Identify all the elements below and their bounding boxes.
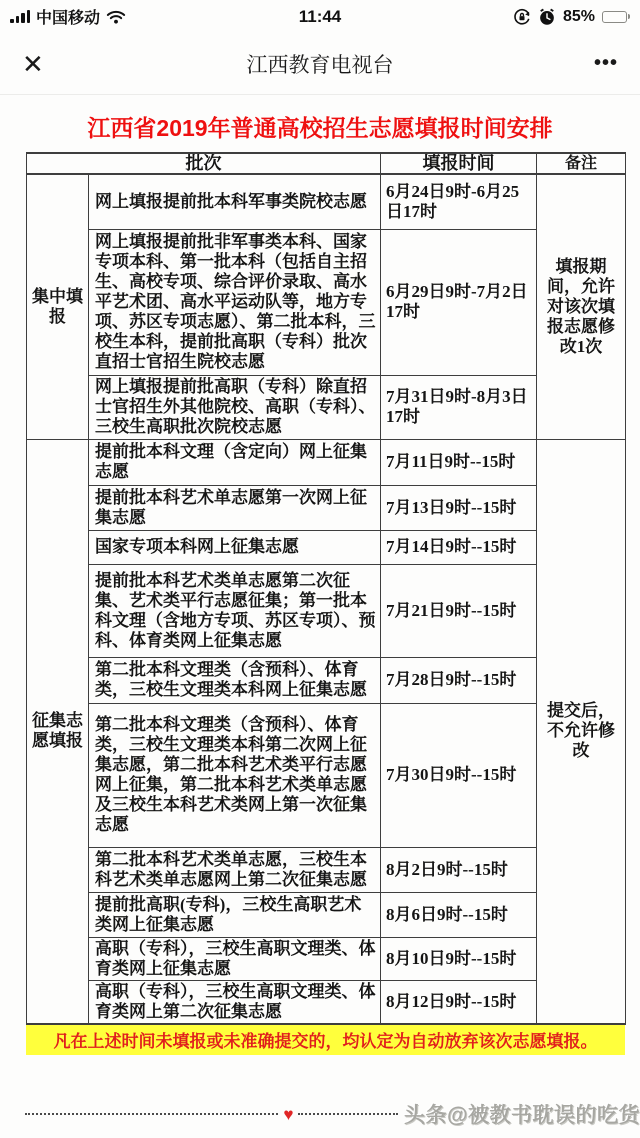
table-row xyxy=(27,847,626,892)
fill-time: 8月10日9时--15时 xyxy=(381,937,537,980)
fill-time: 8月12日9时--15时 xyxy=(381,980,537,1024)
header-batch: 批次 xyxy=(27,153,381,174)
batch-desc: 第二批本科艺术类单志愿，三校生本科艺术类单志愿网上第二次征集志愿 xyxy=(89,847,381,892)
fill-time: 8月6日9时--15时 xyxy=(381,892,537,937)
table-row xyxy=(27,892,626,937)
batch-desc: 高职（专科），三校生高职文理类、体育类网上征集志愿 xyxy=(89,937,381,980)
fill-time: 7月21日9时--15时 xyxy=(381,564,537,657)
table-row xyxy=(27,530,626,564)
fill-time: 6月29日9时-7月2日17时 xyxy=(381,229,537,375)
table-row xyxy=(27,375,626,439)
fill-time: 7月28日9时--15时 xyxy=(381,657,537,703)
article-end-divider xyxy=(25,1100,640,1128)
nav-bar xyxy=(0,33,640,95)
section-label-supplementary: 征集志愿填报 xyxy=(27,439,89,1024)
close-icon[interactable]: ✕ xyxy=(22,48,44,79)
table-footnote: 凡在上述时间未填报或未准确提交的，均认定为自动放弃该次志愿填报。 xyxy=(26,1025,625,1055)
watermark-label: 头条@被教书耽误的吃货 xyxy=(404,1104,640,1127)
table-row xyxy=(27,980,626,1024)
batch-desc: 高职（专科），三校生高职文理类、体育类网上第二次征集志愿 xyxy=(89,980,381,1024)
batch-desc: 提前批本科文理（含定向）网上征集志愿 xyxy=(89,439,381,485)
article-title: 江西省2019年普通高校招生志愿填报时间安排 xyxy=(87,115,553,141)
page-title: 江西教育电视台 xyxy=(246,53,394,77)
table-row xyxy=(27,564,626,657)
dotted-line xyxy=(25,1113,278,1115)
heart-icon: ♥ xyxy=(283,1104,294,1124)
section-label-concentrated: 集中填报 xyxy=(27,174,89,439)
fill-time: 7月14日9时--15时 xyxy=(381,530,537,564)
batch-desc: 第二批本科文理类（含预科）、体育类，三校生文理类本科第二次网上征集志愿，第二批本科艺术类平行志愿网上征集，第二批本科艺术类单志愿及三校生本科艺术类网上第一次征集志愿 xyxy=(89,703,381,847)
table-row xyxy=(27,439,626,485)
fill-time: 8月2日9时--15时 xyxy=(381,847,537,892)
table-row xyxy=(27,703,626,847)
dotted-line xyxy=(298,1113,398,1115)
section-remark: 提交后，不允许修改 xyxy=(537,439,626,1024)
carrier-label: 中国移动 xyxy=(36,10,101,27)
batch-desc: 提前批高职(专科)，三校生高职艺术类网上征集志愿 xyxy=(89,892,381,937)
table-row xyxy=(27,937,626,980)
fill-time: 6月24日9时-6月25日17时 xyxy=(381,174,537,229)
article-content xyxy=(0,95,640,1055)
table-row xyxy=(27,657,626,703)
batch-desc: 国家专项本科网上征集志愿 xyxy=(89,530,381,564)
battery-percent-label: 85% xyxy=(562,7,595,25)
schedule-table xyxy=(26,152,626,1025)
section-remark: 填报期间，允许对该次填报志愿修改1次 xyxy=(537,174,626,439)
fill-time: 7月31日9时-8月3日17时 xyxy=(381,375,537,439)
alarm-clock-icon xyxy=(538,8,556,26)
batch-desc: 提前批本科艺术单志愿第一次网上征集志愿 xyxy=(89,485,381,530)
table-header-row xyxy=(27,153,626,174)
table-row xyxy=(27,229,626,375)
fill-time: 7月30日9时--15时 xyxy=(381,703,537,847)
more-menu-icon[interactable]: ••• xyxy=(593,52,618,74)
header-time: 填报时间 xyxy=(381,153,537,174)
batch-desc: 网上填报提前批本科军事类院校志愿 xyxy=(89,174,381,229)
battery-icon xyxy=(602,11,630,23)
header-remark: 备注 xyxy=(537,153,626,174)
rotation-lock-icon xyxy=(513,8,531,26)
fill-time: 7月13日9时--15时 xyxy=(381,485,537,530)
fill-time: 7月11日9时--15时 xyxy=(381,439,537,485)
batch-desc: 网上填报提前批非军事类本科、国家专项本科、第一批本科（包括自主招生、高校专项、综合评价录取、高水平艺术团、高水平运动队等，地方专项、苏区专项志愿）、第二批本科，三校生本科，提前批高职（专科）批次直招士官招生院校志愿 xyxy=(89,229,381,375)
table-row xyxy=(27,174,626,229)
batch-desc: 提前批本科艺术类单志愿第二次征集、艺术类平行志愿征集；第一批本科文理（含地方专项、苏区专项）、预科、体育类网上征集志愿 xyxy=(89,564,381,657)
batch-desc: 网上填报提前批高职（专科）除直招士官招生外其他院校、高职（专科）、三校生高职批次院校志愿 xyxy=(89,375,381,439)
clock-time: 11:44 xyxy=(298,6,342,26)
batch-desc: 第二批本科文理类（含预科）、体育类，三校生文理类本科网上征集志愿 xyxy=(89,657,381,703)
status-bar xyxy=(0,0,640,33)
table-row xyxy=(27,485,626,530)
